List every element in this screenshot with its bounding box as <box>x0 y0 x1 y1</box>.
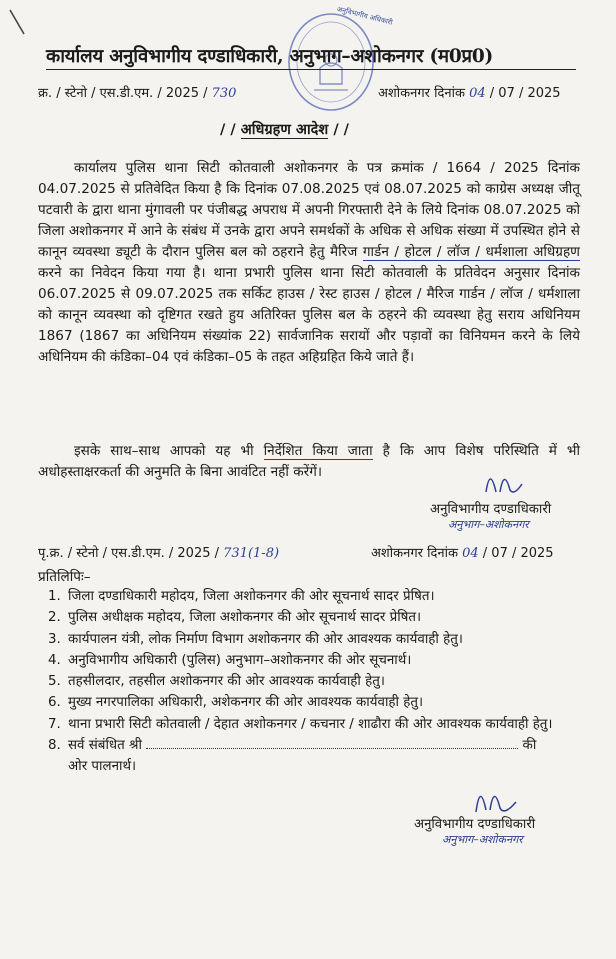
list-item-text: मुख्य नगरपालिका अधिकारी, अशेकनगर की ओर आवश्यक कार्यवाही हेतु। <box>68 695 424 711</box>
copy-reference-handwritten: 731(1-8) <box>223 546 280 561</box>
paragraph-1-underlined: गार्डन / होटल / लॉज / धर्मशाला अधिग्रहण <box>362 244 580 260</box>
item-8-suffix: की <box>522 738 537 754</box>
order-heading <box>220 119 349 139</box>
order-paragraph-1 <box>38 158 580 368</box>
list-item-text: पुलिस अधीक्षक महोदय, जिला अशोकनगर की ओर सूचनार्थ सादर प्रेषित। <box>68 610 422 626</box>
reference-number-handwritten: 730 <box>211 86 237 101</box>
list-item-text: जिला दण्डाधिकारी महोदय, जिला अशोकनगर की ओर सूचनार्थ सादर प्रेषित। <box>68 589 435 604</box>
list-item-text: तहसीलदार, तहसील अशोकनगर की ओर आवश्यक कार्यवाही हेतु। <box>68 674 385 690</box>
signature-1-block <box>430 499 551 532</box>
paragraph-2-text-b: है कि आप विशेष परिस्थिति में भी अधोहस्ताक्षरकर्ता की अनुमति के बिना आवंटित नहीं करेंगें। <box>38 443 580 480</box>
order-reference <box>38 83 236 101</box>
paragraph-2-text-a: इसके साथ–साथ आपको यह भी <box>74 443 254 459</box>
list-item-number: 6. <box>48 695 61 711</box>
order-heading-title: अधिग्रहण आदेश <box>240 122 329 138</box>
order-heading-suffix: / / <box>333 122 349 138</box>
list-item-number: 5. <box>48 674 61 690</box>
paragraph-1-text-a: कार्यालय पुलिस थाना सिटी कोतवाली अशोकनगर के पत्र क्रमांक / 1664 / 2025 दिनांक 04.07.2025 से प्रतिवेदित किया है कि दिनांक 07.08.2025 एवं 08.07.2025 को काग्रेस अध्यक्ष जीतू पटवारी के द्वारा थाना मुंगावली पर पंजीबद्ध अपराध में अपनी गिरफ्तारी देने के लिये दिनांक 08.07.2025 को जिला अशोकनगर में आने के संबंध में उनके द्वारा अपने समर्थकों के अधिक से अधिक संख्या में उपस्थित होने से कानून व्यवस्था ड्यूटी के दौरान पुलिस बल को ठहराने हेतु मैरिज <box>38 160 580 260</box>
paragraph-2-underlined: निर्देशित किया जाता <box>263 443 373 459</box>
list-item <box>48 692 578 713</box>
signature-2-stamp: अनुभाग–अशोकनगर <box>442 833 523 846</box>
list-item-number: 4. <box>48 652 61 668</box>
paragraph-1-text-b: करने का निवेदन किया गया है। थाना प्रभारी पुलिस थाना सिटी कोतवाली के प्रतिवेदन अनुसार दिनांक 06.07.2025 से 09.07.2025 तक सर्किट हाउस / रेस्ट हाउस / होटल / मैरिज गार्डन / लॉज / धर्मशाला को कानून व्यवस्था को दृष्टिगत रखते हुय अतिरिक्त पुलिस बल के ठहरने की व्यवस्था हेतु सराय अधिनियम 1867 (1867 का अधिनियम संख्यांक 22) सार्वजानिक सरायों और पड़ावों का विनियमन करने के लिये अधिनियम की कंडिका–04 एवं कंडिका–05 के तहत अहिग्रहित किये जाते हैं। <box>38 265 580 365</box>
list-item-number: 8. <box>48 738 61 754</box>
reference-number: क्र. / स्टेनो / एस.डी.एम. / 2025 / <box>38 86 208 101</box>
date-day-handwritten: 04 <box>469 86 486 101</box>
list-item-text: अनुविभागीय अधिकारी (पुलिस) अनुभाग–अशोकनगर की ओर सूचनार्थ। <box>68 652 412 668</box>
list-item-number: 3. <box>48 631 61 647</box>
order-heading-prefix: / / <box>220 122 236 138</box>
list-item-number: 7. <box>48 716 61 732</box>
signature-2-designation: अनुविभागीय दण्डाधिकारी <box>414 817 536 832</box>
copy-date-day-handwritten: 04 <box>462 546 479 561</box>
list-item <box>48 629 578 650</box>
list-item <box>48 735 578 778</box>
item-8-line-2: ओर पालनार्थ। <box>68 759 137 775</box>
list-item-number: 1. <box>48 589 61 604</box>
list-item <box>48 671 578 692</box>
copy-reference-number: पृ.क्र. / स्टेनो / एस.डी.एम. / 2025 / <box>38 546 220 561</box>
copy-place-date-label: अशोकनगर दिनांक <box>371 546 458 561</box>
item-8-prefix: सर्व संबंधित श्री <box>68 738 142 754</box>
place-date-label: अशोकनगर दिनांक <box>378 86 465 101</box>
list-item-text: थाना प्रभारी सिटी कोतवाली / देहात अशोकनगर / कचनार / शाढौरा की ओर आवश्यक कार्यवाही हेतु। <box>68 716 553 732</box>
date-month-year: / 07 / 2025 <box>489 86 561 101</box>
list-item <box>48 607 578 628</box>
list-item <box>48 650 578 671</box>
order-date <box>378 83 561 101</box>
signature-2-block <box>414 814 535 847</box>
list-item <box>48 586 578 607</box>
copy-date <box>371 543 554 561</box>
signature-1-designation: अनुविभागीय दण्डाधिकारी <box>430 502 552 517</box>
copy-date-month-year: / 07 / 2025 <box>482 546 554 561</box>
margin-pencil-mark <box>8 8 28 38</box>
signature-1-stamp: अनुभाग–अशोकनगर <box>448 518 529 531</box>
copy-reference <box>38 543 279 561</box>
list-item <box>48 714 578 735</box>
list-item-text: कार्यपालन यंत्री, लोक निर्माण विभाग अशोकनगर की ओर आवश्यक कार्यवाही हेतु। <box>68 631 463 647</box>
copies-heading: प्रतिलिपिः– <box>38 569 91 585</box>
list-item-number: 2. <box>48 610 61 626</box>
signature-1-icon <box>478 462 538 502</box>
blank-fill-line <box>146 736 518 749</box>
office-title: कार्यालय अनुविभागीय दण्डाधिकारी, अनुभाग–अशोकनगर (म0प्र0) <box>46 43 576 70</box>
seal-text: अनुविभागीय अधिकारी <box>336 5 394 27</box>
copies-list <box>48 586 578 778</box>
